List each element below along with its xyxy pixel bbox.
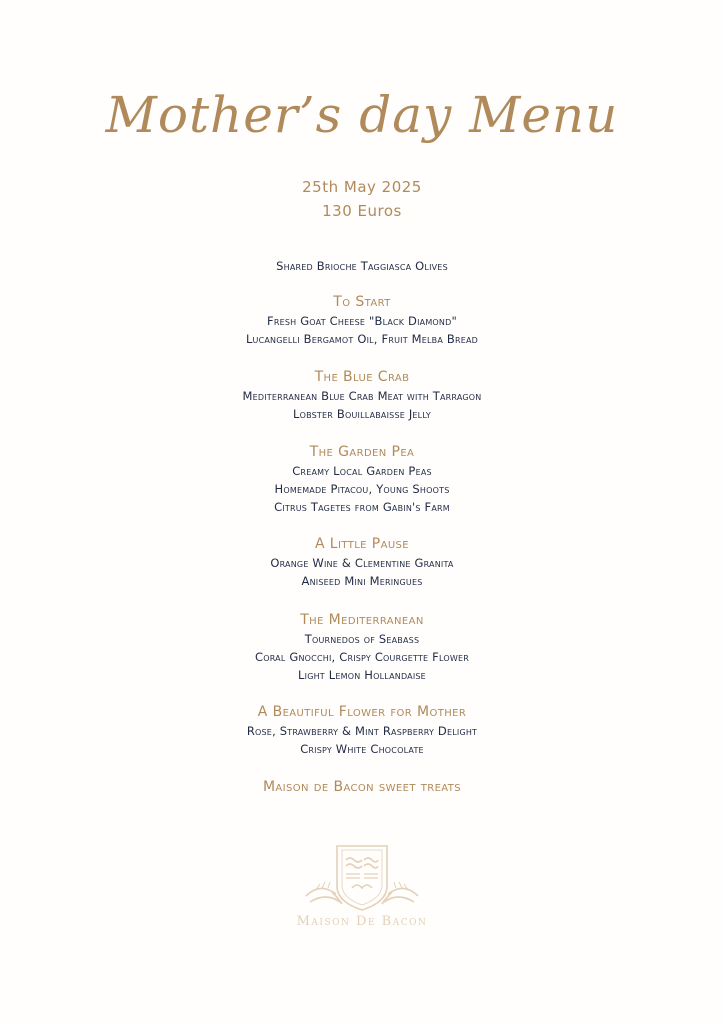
course-heading: To Start	[333, 294, 391, 310]
brand-name: Maison De Bacon	[296, 914, 428, 929]
course-garden-pea	[0, 442, 724, 516]
menu-line: Shared Brioche Taggiasca Olives	[276, 259, 448, 273]
course-beautiful-flower	[0, 702, 724, 758]
event-date: 25th May 2025	[302, 178, 422, 196]
course-blue-crab	[0, 367, 724, 423]
menu-line: Lucangelli Bergamot Oil, Fruit Melba Bread	[245, 332, 479, 346]
menu-line: Creamy Local Garden Peas	[292, 464, 432, 478]
menu-line: Coral Gnocchi, Crispy Courgette Flower	[255, 650, 469, 664]
course-heading: The Mediterranean	[300, 612, 424, 628]
menu-line: Mediterranean Blue Crab Meat with Tarragon	[242, 389, 482, 403]
course-heading: The Garden Pea	[309, 444, 415, 460]
closing-item	[0, 777, 724, 797]
course-little-pause	[0, 534, 724, 590]
menu-line: Rose, Strawberry & Mint Raspberry Delight	[246, 724, 478, 738]
menu-line: Fresh Goat Cheese "Black Diamond"	[267, 314, 457, 328]
menu-price: 130 Euros	[322, 202, 402, 220]
course-heading: A Little Pause	[314, 536, 410, 552]
menu-line: Crispy White Chocolate	[300, 742, 424, 756]
course-to-start	[0, 292, 724, 348]
course-heading: The Blue Crab	[314, 369, 410, 385]
course-heading: A Beautiful Flower for Mother	[257, 704, 467, 720]
menu-title: Mother’s day Menu	[105, 86, 619, 144]
menu-line: Homemade Pitacou, Young Shoots	[274, 482, 450, 496]
menu-line: Aniseed Mini Meringues	[301, 574, 423, 588]
menu-line: Orange Wine & Clementine Granita	[270, 556, 454, 570]
menu-line: Light Lemon Hollandaise	[298, 668, 426, 682]
closing-heading: Maison de Bacon sweet treats	[262, 779, 462, 795]
opening-item	[0, 257, 724, 275]
menu-line: Tournedos of Seabass	[304, 632, 420, 646]
menu-line: Lobster Bouillabaisse Jelly	[292, 407, 432, 421]
menu-line: Citrus Tagetes from Gabin's Farm	[274, 500, 450, 514]
course-mediterranean	[0, 610, 724, 684]
